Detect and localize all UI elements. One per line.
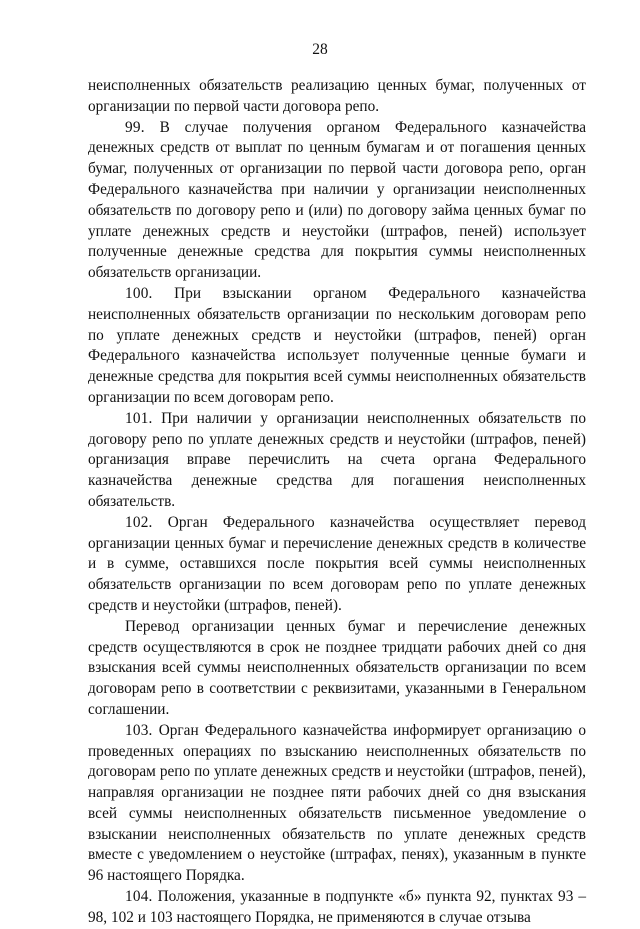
paragraph-100 [88,284,586,409]
paragraph-number: 100. [125,284,153,302]
paragraph-number: 103. [125,721,153,739]
paragraph-text: неисполненных обязательств реализацию ценных бумаг, полученных от организации по первой части договора репо. [88,77,586,115]
page-number: 28 [312,41,328,58]
paragraph-text: Орган Федерального казначейства осуществляет перевод организации ценных бумаг и перечисление денежных средств в количестве и в сумме, оставшихся после покрытия всей суммы неисполненных обязательств организации по всем договорам репо по уплате денежных средств и неустойки (штрафов, пеней). [88,513,586,614]
paragraph-text: При взыскании органом Федерального казначейства неисполненных обязательств организации по нескольким договорам репо по уплате денежных средств и неустойки (штрафов, пеней) орган Федерального казначейства использует полученные ценные бумаги и денежные средства для покрытия всей суммы неисполненных обязательств организации по всем договорам репо. [88,284,587,406]
paragraph-text: Перевод организации ценных бумаг и перечисление денежных средств осуществляются в срок не позднее тридцати рабочих дней со дня взыскания всей суммы неисполненных обязательств организации по всем договорам репо в соответствии с реквизитами, указанными в Генеральном соглашении. [88,617,586,718]
paragraph-103 [88,721,586,887]
paragraph-continuation [88,76,586,118]
paragraph-102-transfer [88,617,586,721]
paragraph-text: Орган Федерального казначейства информирует организацию о проведенных операциях по взысканию неисполненных обязательств по договорам репо по уплате денежных средств и неустойки (штрафов, пеней), направляя организации не позднее пяти рабочих дней со дня взыскания всей суммы неисполненных обязательств письменное уведомление о взыскании неисполненных обязательств по уплате денежных средств вместе с уведомлением о неустойке (штрафах, пенях), указанным в пункте 96 настоящего Порядка. [88,721,586,885]
body-text [88,76,586,929]
paragraph-number: 99. [125,118,145,136]
paragraph-number: 104. [125,888,153,906]
paragraph-text: В случае получения органом Федерального казначейства денежных средств от выплат по ценным бумагам и от погашения ценных бумаг, полученных от организации по первой части договора репо, орган Федерального казначейства при наличии у организации неисполненных обязательств по договору репо и (или) по договору займа ценных бумаг по уплате денежных средств и неустойки (штрафов, пеней) использует полученные денежные средства для покрытия суммы неисполненных обязательств организации. [88,118,587,282]
paragraph-101 [88,409,586,513]
paragraph-104 [88,887,586,929]
paragraph-number: 101. [125,409,153,427]
paragraph-text: При наличии у организации неисполненных обязательств по договору репо по уплате денежных средств и неустойки (штрафов, пеней) организация вправе перечислить на счета органа Федерального казначейства денежные средства для погашения неисполненных обязательств. [88,409,586,510]
paragraph-number: 102. [125,513,153,531]
paragraph-102 [88,513,586,617]
paragraph-text: Положения, указанные в подпункте «б» пункта 92, пунктах 93 – 98, 102 и 103 настоящего Порядка, не применяются в случае отзыва [88,888,586,926]
paragraph-99 [88,118,586,284]
